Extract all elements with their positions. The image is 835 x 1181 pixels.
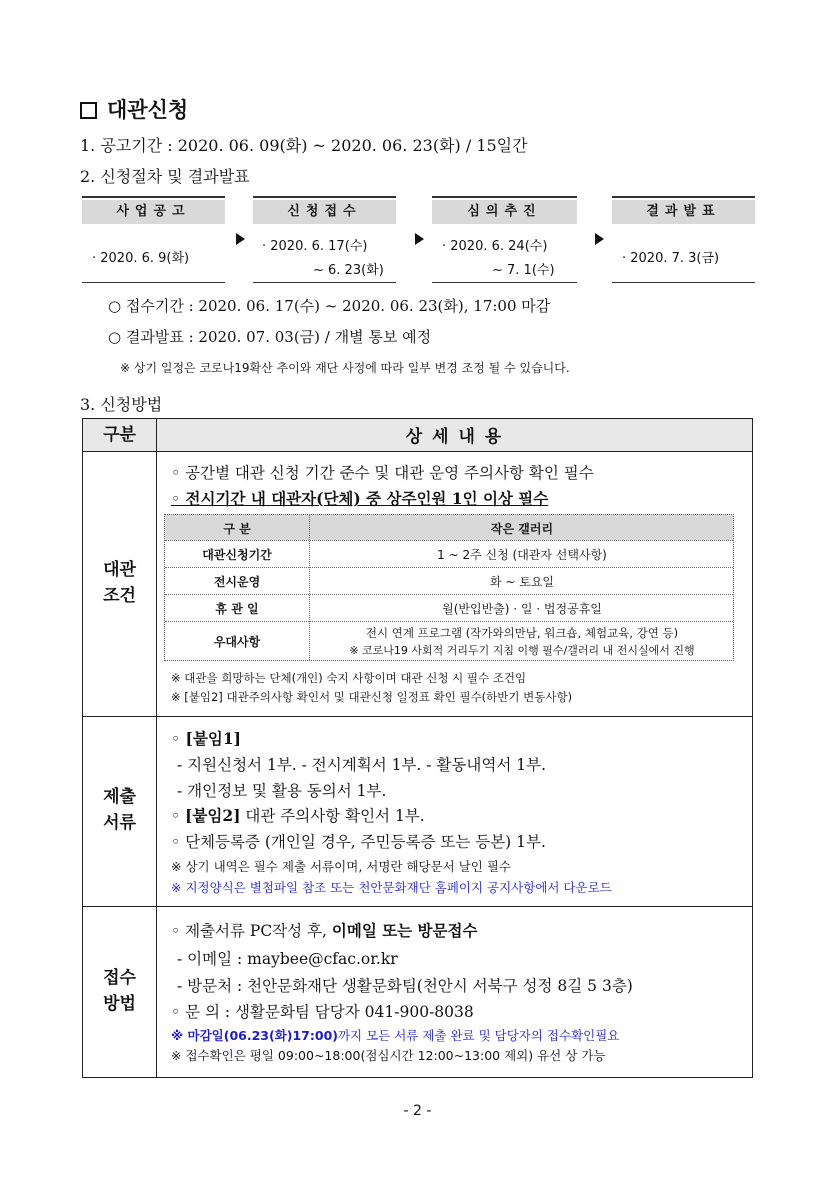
arrow-right-icon (415, 233, 424, 245)
label-line: 접수 (103, 968, 136, 988)
procedure-heading: 2. 신청절차 및 결과발표 (80, 167, 250, 186)
inner-row-value: 월(반입반출) · 일 · 법정공휴일 (442, 602, 602, 616)
deadline-note (171, 1026, 619, 1044)
condition-line: ◦ 공간별 대관 신청 기간 준수 및 대관 운영 주의사항 확인 필수 (171, 464, 594, 482)
method-heading: 3. 신청방법 (80, 395, 163, 414)
section-title-text: 대관신청 (107, 97, 189, 122)
row-label-documents (83, 784, 156, 836)
visit-line: - 방문처 : 천안문화재단 생활문화팀(천안시 서북구 성정 8길 5 3층) (177, 977, 633, 995)
gallery-info-table (164, 514, 734, 661)
text: ◦ 제출서류 PC작성 후, (171, 922, 332, 940)
text-bold: 이메일 또는 방문접수 (331, 921, 478, 940)
inner-row-value: 1 ~ 2주 신청 (대관자 선택사항) (437, 548, 607, 562)
header-category: 구분 (103, 425, 136, 445)
label-line: 서류 (103, 813, 136, 833)
document-note-blue: ※ 지정양식은 별첨파일 참조 또는 천안문화재단 홈페이지 공지사항에서 다운로드 (171, 880, 612, 895)
inner-row-label: 대관신청기간 (202, 548, 272, 562)
confirm-note: ※ 접수확인은 평일 09:00~18:00(점심시간 12:00~13:00 제외) 유선 상 가능 (171, 1048, 606, 1063)
inner-row-note: ※ 코로나19 사회적 거리두기 지침 이행 필수/갤러리 내 전시실에서 진행 (349, 644, 695, 657)
step-label: 사업공고 (82, 200, 225, 224)
step-value: · 2020. 6. 9(화) (92, 251, 190, 266)
label-line: 대관 (103, 560, 136, 580)
method-line (171, 919, 477, 941)
row-label-method (83, 965, 156, 1017)
step-value-end: ~ 6. 23(화) (313, 263, 384, 278)
step-value: · 2020. 6. 17(수) (262, 239, 368, 254)
notice-period: 1. 공고기간 : 2020. 06. 09(화) ~ 2020. 06. 23(화) / 15일간 (80, 136, 528, 155)
step-value: · 2020. 6. 24(수) (442, 239, 548, 254)
section-title (80, 94, 188, 124)
step-value-end: ~ 7. 1(수) (492, 263, 555, 278)
inner-row-value: 화 ~ 토요일 (489, 575, 555, 589)
text: ◦ (171, 807, 186, 825)
inner-row-label: 우대사항 (213, 635, 261, 649)
inner-row-value: 전시 연계 프로그램 (작가와의만남, 워크숍, 체험교육, 강연 등) (365, 626, 679, 640)
text-bold: ※ 마감일(06.23(화)17:00) (171, 1028, 338, 1043)
header-details: 상 세 내 용 (405, 427, 504, 447)
condition-line-required: ◦ 전시기간 내 대관자(단체) 중 상주인원 1인 이상 필수 (171, 489, 549, 508)
schedule-note: ※ 상기 일정은 코로나19확산 추이와 재단 사정에 따라 일부 변경 조정 될 수 있습니다. (120, 361, 570, 375)
arrow-right-icon (236, 233, 245, 245)
step-value: · 2020. 7. 3(금) (622, 251, 720, 266)
document-note: ※ 상기 내역은 필수 제출 서류이며, 서명란 해당문서 날인 필수 (171, 859, 512, 874)
attachment-1: ◦ [붙임1] (171, 729, 241, 748)
email-line: - 이메일 : maybee@cfac.or.kr (177, 950, 398, 968)
text: 대관 주의사항 확인서 1부. (240, 807, 425, 825)
checkbox-square-icon (80, 102, 97, 119)
label-line: 방법 (103, 994, 136, 1014)
application-period: ○ 접수기간 : 2020. 06. 17(수) ~ 2020. 06. 23(화), 17:00 마감 (108, 297, 551, 315)
step-label: 결과발표 (612, 200, 755, 224)
label-line: 조건 (103, 586, 136, 606)
contact-line: ◦ 문 의 : 생활문화팀 담당자 041-900-8038 (171, 1003, 474, 1021)
result-announcement: ○ 결과발표 : 2020. 07. 03(금) / 개별 통보 예정 (108, 328, 432, 346)
document-items: - 지원신청서 1부. - 전시계획서 1부. - 활동내역서 1부. (177, 756, 547, 774)
text: 까지 모든 서류 제출 완료 및 담당자의 접수확인필요 (337, 1028, 620, 1043)
label-line: 제출 (103, 787, 136, 807)
inner-header-right: 작은 갤러리 (490, 522, 554, 536)
attachment-2 (171, 804, 425, 826)
step-label: 신청접수 (253, 200, 396, 224)
condition-note: ※ 대관을 희망하는 단체(개인) 숙지 사항이며 대관 신청 시 필수 조건임 (171, 671, 527, 685)
inner-header-left: 구 분 (223, 522, 251, 536)
condition-note: ※ [붙임2] 대관주의사항 확인서 및 대관신청 일정표 확인 필수(하반기 변동사항) (171, 690, 573, 704)
arrow-right-icon (595, 233, 604, 245)
document-items: ◦ 단체등록증 (개인일 경우, 주민등록증 또는 등본) 1부. (171, 833, 546, 851)
row-label-conditions (83, 557, 156, 609)
document-items: - 개인정보 및 활용 동의서 1부. (177, 782, 387, 800)
inner-row-label: 휴 관 일 (215, 602, 259, 616)
step-label: 심의추진 (432, 200, 577, 224)
text-bold: [붙임2] (185, 806, 241, 825)
inner-row-label: 전시운영 (213, 575, 261, 589)
page-number: - 2 - (403, 1103, 432, 1119)
